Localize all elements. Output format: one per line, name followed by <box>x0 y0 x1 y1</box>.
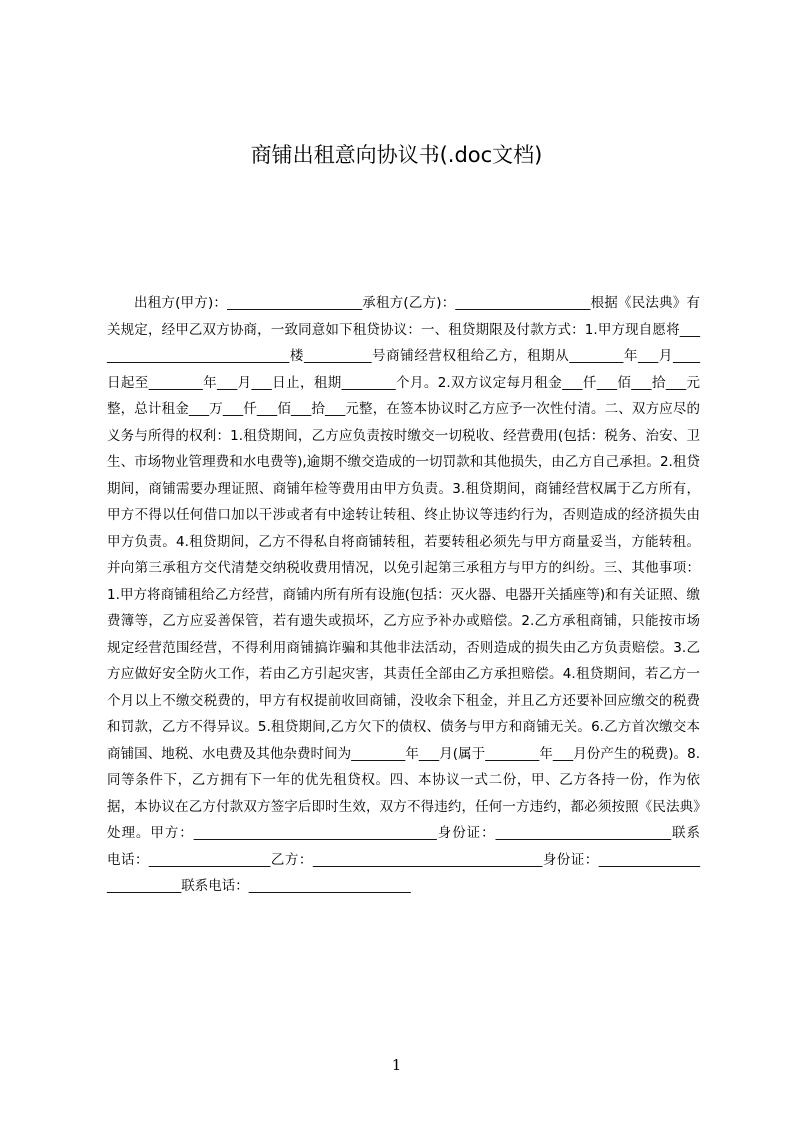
document-title: 商铺出租意向协议书(.doc文档) <box>250 143 543 167</box>
agreement-body: 出租方(甲方)：____________________承租方(乙方)：____________________根据《民法典》有关规定，经甲乙双方协商，一致同意如下租贷协议：一、租贷期限及付款方式：1.甲方现自愿将______________________________楼__________号商铺经营权租给乙方，租期从________年___月____日起至________年___月___日止，租期________个月。2.双方议定每月租金___仟___佰___拾___元整，总计租金___万___仟___佰___拾___元整，在签本协议时乙方应予一次性付清。二、双方应尽的义务与所得的权利：1.租贷期间，乙方应负责按时缴交一切税收、经营费用(包括：税务、治安、卫生、市场物业管理费和水电费等),逾期不缴交造成的一切罚款和其他损失，由乙方自己承担。2.租贷期间，商铺需要办理证照、商铺年检等费用由甲方负责。3.租贷期间，商铺经营权属于乙方所有，甲方不得以任何借口加以干涉或者有中途转让转租、终止协议等违约行为，否则造成的经济损失由甲方负责。4.租贷期间，乙方不得私自将商铺转租，若要转租必须先与甲方商量妥当，方能转租。并向第三承租方交代清楚交纳税收费用情况，以免引起第三承租方与甲方的纠纷。三、其他事项：1.甲方将商铺租给乙方经营，商铺内所有所有设施(包括：灭火器、电器开关插座等)和有关证照、缴费簿等，乙方应妥善保管，若有遗失或损坏，乙方应予补办或赔偿。2.乙方承租商铺，只能按市场规定经营范围经营，不得利用商铺搞诈骗和其他非法活动，否则造成的损失由乙方负责赔偿。3.乙方应做好安全防火工作，若由乙方引起灾害，其责任全部由乙方承担赔偿。4.租贷期间，若乙方一个月以上不缴交税费的，甲方有权提前收回商铺，没收余下租金，并且乙方还要补回应缴交的税费和罚款，乙方不得异议。5.租贷期间,乙方欠下的债权、债务与甲方和商铺无关。6.乙方首次缴交本商铺国、地税、水电费及其他杂费时间为________年___月(属于________年___月份产生的税费)。8.同等条件下，乙方拥有下一年的优先租贷权。四、本协议一式二份，甲、乙方各持一份，作为依据，本协议在乙方付款双方签字后即时生效，双方不得违约，任何一方违约，都必须按照《民法典》处理。甲方：____________________________________身份证：__________________________联系电话：__________________乙方：__________________________________身份证：__________________________联系电话：________________________ <box>107 295 700 894</box>
page-number: 1 <box>391 1056 402 1074</box>
